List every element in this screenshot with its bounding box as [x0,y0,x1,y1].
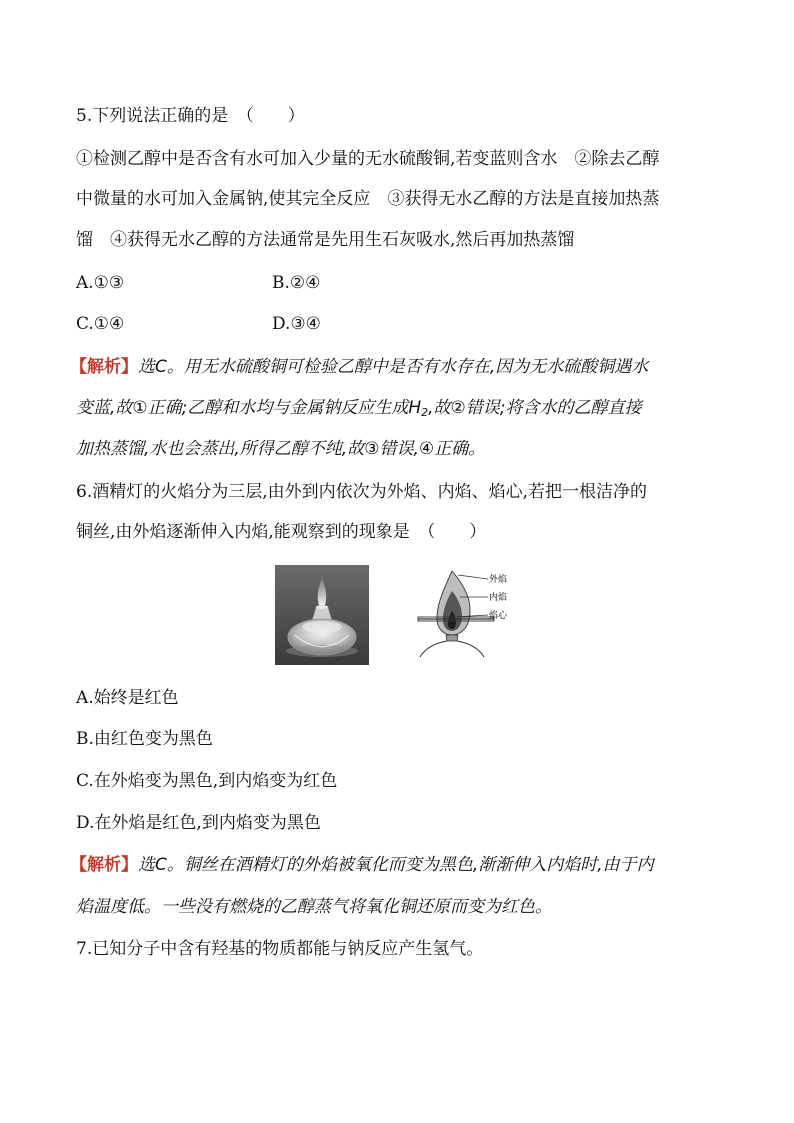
q6-option-b: B.由红色变为黑色 [76,729,213,749]
q6-analysis-tag: 【解析】 [70,855,138,875]
q5-option-d: D.③④ [272,314,321,334]
q6-option-c: C.在外焰变为黑色,到内焰变为红色 [76,771,338,791]
q5-text-line-3: 馏 ④获得无水乙醇的方法通常是先用生石灰吸水,然后再加热蒸馏 [76,230,575,250]
q5-text-line-2: 中微量的水可加入金属钠,使其完全反应 ③获得无水乙醇的方法是直接加热蒸 [76,189,660,209]
q5-option-a: A.①③ [76,273,125,293]
q5-analysis-text-1: 选C。用无水硫酸铜可检验乙醇中是否有水存在,因为无水硫酸铜遇水 [138,357,649,377]
q5-text-line-1: ①检测乙醇中是否含有水可加入少量的无水硫酸铜,若变蓝则含水 ②除去乙醇 [76,149,660,169]
q5-analysis-subscript: 2 [421,406,429,419]
q6-option-a: A.始终是红色 [76,688,179,708]
q5-option-c: C.①④ [76,314,125,334]
q5-stem: 5.下列说法正确的是 （ ） [76,106,305,126]
q6-analysis-text-1: 选C。铜丝在酒精灯的外焰被氧化而变为黑色,渐渐伸入内焰时,由于内 [138,855,654,875]
q6-stem-line-2: 铜丝,由外焰逐渐伸入内焰,能观察到的现象是 （ ） [76,522,487,542]
label-flame-core: 焰心 [489,611,508,621]
alcohol-lamp-photo [275,565,369,665]
q5-analysis-line-2 [76,396,642,420]
label-inner-flame: 内焰 [489,593,508,603]
q5-option-b: B.②④ [272,273,321,293]
q5-analysis-line-3: 加热蒸馏,水也会蒸出,所得乙醇不纯,故③错误,④正确。 [76,439,486,459]
q5-analysis-tag: 【解析】 [70,357,138,377]
q5-analysis-text-2a: 变蓝,故①正确;乙醇和水均与金属钠反应生成H [76,398,422,418]
q6-stem-line-1: 6.酒精灯的火焰分为三层,由外到内依次为外焰、内焰、焰心,若把一根洁净的 [76,482,648,502]
q5-analysis-text-2b: ,故②错误;将含水的乙醇直接 [428,398,642,418]
label-outer-flame: 外焰 [489,575,508,585]
flame-structure-diagram [410,567,520,663]
q6-option-d: D.在外焰是红色,到内焰变为黑色 [76,813,321,833]
q7-stem: 7.已知分子中含有羟基的物质都能与钠反应产生氢气。 [76,939,484,959]
q5-analysis-line-1 [70,355,648,379]
q6-analysis-line-2: 焰温度低。一些没有燃烧的乙醇蒸气将氧化铜还原而变为红色。 [76,897,552,917]
q6-analysis-line-1 [70,853,654,877]
